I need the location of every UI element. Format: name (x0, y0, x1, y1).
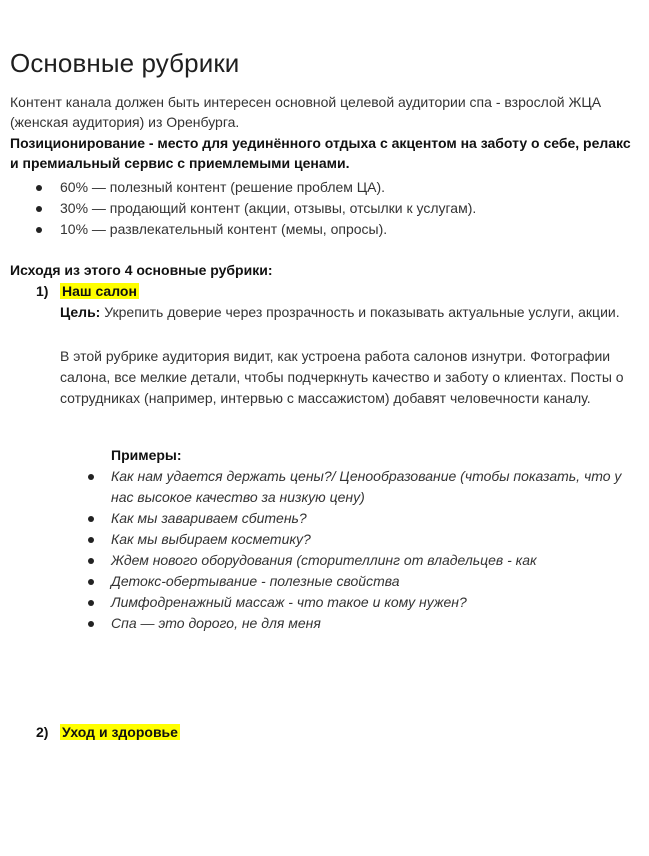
example-text: Лимфодренажный массаж - что такое и кому нужен? (111, 594, 467, 610)
content-ratio-list (10, 177, 476, 240)
example-text: Спа — это дорого, не для меня (111, 615, 321, 631)
list-item (88, 613, 638, 634)
examples-heading: Примеры: (111, 447, 182, 463)
list-item (10, 198, 476, 219)
example-text: Ждем нового оборудования (сторителлинг от владельцев - как (111, 552, 537, 568)
example-text: Как нам удается держать цены?/ Ценообразование (чтобы показать, что у нас высокое качество за низкую цену) (111, 468, 622, 505)
bullet-icon (88, 579, 94, 585)
bullet-icon (88, 474, 94, 480)
list-item-text: 10% — развлекательный контент (мемы, опросы). (60, 221, 388, 237)
rubric-title-highlighted: Уход и здоровье (62, 724, 178, 740)
page-title: Основные рубрики (10, 48, 240, 78)
intro-paragraph: Контент канала должен быть интересен основной целевой аудитории спа - взрослой ЖЦА (женская аудитория) из Оренбурга. (10, 94, 602, 130)
list-item-text: 60% — полезный контент (решение проблем ЦА). (60, 179, 386, 195)
bullet-icon (88, 516, 94, 522)
list-item-text: 30% — продающий контент (акции, отзывы, отсылки к услугам). (60, 200, 477, 216)
bullet-icon (36, 206, 42, 212)
list-item (88, 529, 638, 550)
bullet-icon (36, 227, 42, 233)
list-item (88, 550, 638, 571)
list-item (10, 177, 476, 198)
list-item (88, 466, 638, 508)
list-item (10, 219, 476, 240)
rubrics-heading: Исходя из этого 4 основные рубрики: (10, 262, 273, 278)
rubric-title-highlighted: Наш салон (62, 283, 137, 299)
list-item (88, 571, 638, 592)
list-item (88, 508, 638, 529)
goal-text: Укрепить доверие через прозрачность и показывать актуальные услуги, акции. (104, 304, 620, 320)
rubric-2-heading (36, 722, 180, 742)
bullet-icon (88, 558, 94, 564)
bullet-icon (88, 600, 94, 606)
bullet-icon (36, 185, 42, 191)
examples-list (88, 466, 638, 634)
goal-label: Цель: (60, 304, 101, 320)
example-text: Детокс-обертывание - полезные свойства (111, 573, 400, 589)
bullet-icon (88, 537, 94, 543)
rubric-number: 2) (36, 724, 49, 740)
rubric-description: В этой рубрике аудитория видит, как устроена работа салонов изнутри. Фотографии салона, все мелкие детали, чтобы подчеркнуть качество и заботу о клиентах. Посты о сотрудниках (например, интервью с массажистом) добавят человечности каналу. (60, 348, 624, 406)
rubric-number: 1) (36, 283, 49, 299)
example-text: Как мы завариваем сбитень? (111, 510, 307, 526)
rubric-goal (60, 302, 640, 322)
bullet-icon (88, 621, 94, 627)
example-text: Как мы выбираем косметику? (111, 531, 311, 547)
list-item (88, 592, 638, 613)
positioning-statement: Позиционирование - место для уединённого отдыха с акцентом на заботу о себе, релакс и премиальный сервис с приемлемыми ценами. (10, 135, 631, 171)
rubric-1-heading (36, 281, 139, 301)
